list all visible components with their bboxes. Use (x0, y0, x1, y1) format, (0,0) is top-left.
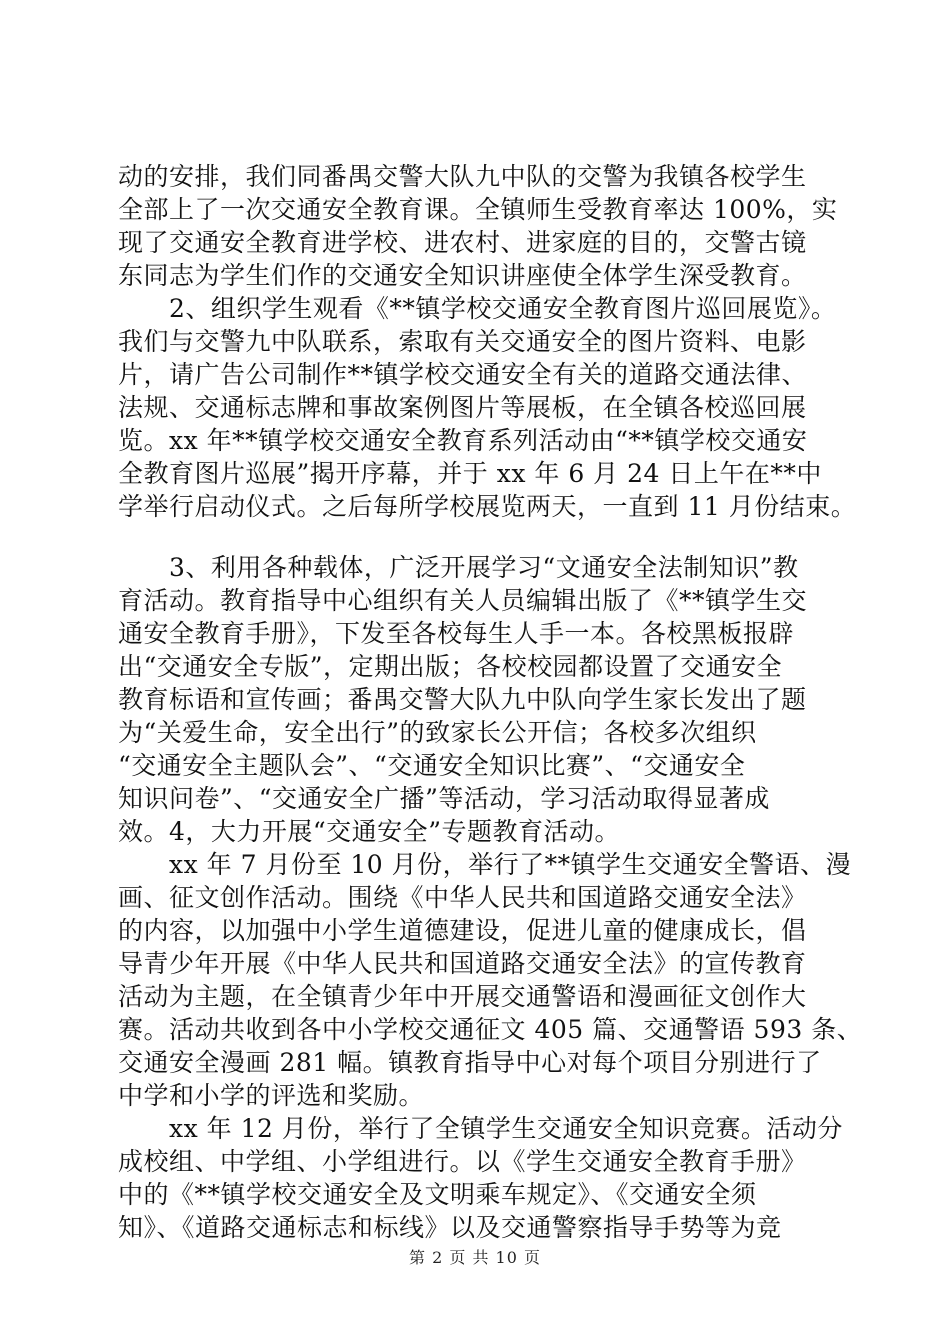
text-line: 动的安排，我们同番禺交警大队九中队的交警为我镇各校学生 (118, 162, 807, 191)
text-line: 出“交通安全专版”，定期出版；各校校园都设置了交通安全 (118, 652, 783, 681)
text-line: 为“关爱生命，安全出行”的致家长公开信；各校多次组织 (118, 718, 757, 747)
paragraph-spacer (118, 523, 838, 551)
text-line: 导青少年开展《中华人民共和国道路交通安全法》的宣传教育 (118, 949, 807, 978)
text-line: 通安全教育手册》，下发至各校每生人手一本。各校黑板报辟 (118, 619, 795, 648)
text-line: 全教育图片巡展”揭开序幕，并于 xx 年 6 月 24 日上午在**中 (118, 459, 822, 488)
text-line: 教育标语和宣传画；番禺交警大队九中队向学生家长发出了题 (118, 685, 807, 714)
text-line: 中的《**镇学校交通安全及文明乘车规定》、《交通安全须 (118, 1180, 757, 1209)
text-line: “交通安全主题队会”、“交通安全知识比赛”、“交通安全 (118, 751, 746, 780)
text-line: 成校组、中学组、小学组进行。以《学生交通安全教育手册》 (118, 1147, 807, 1176)
paragraph-block-1 (118, 160, 857, 523)
text-line: 活动为主题，在全镇青少年中开展交通警语和漫画征文创作大 (118, 982, 807, 1011)
text-line: 育活动。教育指导中心组织有关人员编辑出版了《**镇学生交 (118, 586, 808, 615)
text-line: 现了交通安全教育进学校、进农村、进家庭的目的，交警古镜 (118, 228, 807, 257)
text-line: 中学和小学的评选和奖励。 (118, 1081, 425, 1110)
document-body (118, 160, 863, 1244)
text-line: 2、组织学生观看《**镇学校交通安全教育图片巡回展览》。 (118, 294, 837, 323)
text-line: 学举行启动仪式。之后每所学校展览两天，一直到 11 月份结束。 (118, 492, 857, 521)
text-line: 览。xx 年**镇学校交通安全教育系列活动由“**镇学校交通安 (118, 426, 808, 455)
page-footer: 第 2 页 共 10 页 (409, 1248, 541, 1267)
text-line: 全部上了一次交通安全教育课。全镇师生受教育率达 100%，实 (118, 195, 838, 224)
paragraph-block-2 (118, 551, 863, 1244)
text-line: 交通安全漫画 281 幅。镇教育指导中心对每个项目分别进行了 (118, 1048, 822, 1077)
text-line: 知识问卷”、“交通安全广播”等活动，学习活动取得显著成 (118, 784, 770, 813)
text-line: xx 年 7 月份至 10 月份，举行了**镇学生交通安全警语、漫 (118, 850, 852, 879)
text-line: 我们与交警九中队联系，索取有关交通安全的图片资料、电影 (118, 327, 807, 356)
text-line: 法规、交通标志牌和事故案例图片等展板，在全镇各校巡回展 (118, 393, 807, 422)
text-line: 片，请广告公司制作**镇学校交通安全有关的道路交通法律、 (118, 360, 808, 389)
text-line: 东同志为学生们作的交通安全知识讲座使全体学生深受教育。 (118, 261, 807, 290)
text-line: 3、利用各种载体，广泛开展学习“文通安全法制知识”教 (118, 553, 799, 582)
text-line: 知》、《道路交通标志和标线》以及交通警察指导手势等为竞 (118, 1213, 782, 1242)
text-line: xx 年 12 月份，举行了全镇学生交通安全知识竞赛。活动分 (118, 1114, 843, 1143)
text-line: 画、征文创作活动。围绕《中华人民共和国道路交通安全法》 (118, 883, 807, 912)
text-line: 赛。活动共收到各中小学校交通征文 405 篇、交通警语 593 条、 (118, 1015, 863, 1044)
text-line: 的内容，以加强中小学生道德建设，促进儿童的健康成长，倡 (118, 916, 807, 945)
text-line: 效。4，大力开展“交通安全”专题教育活动。 (118, 817, 620, 846)
